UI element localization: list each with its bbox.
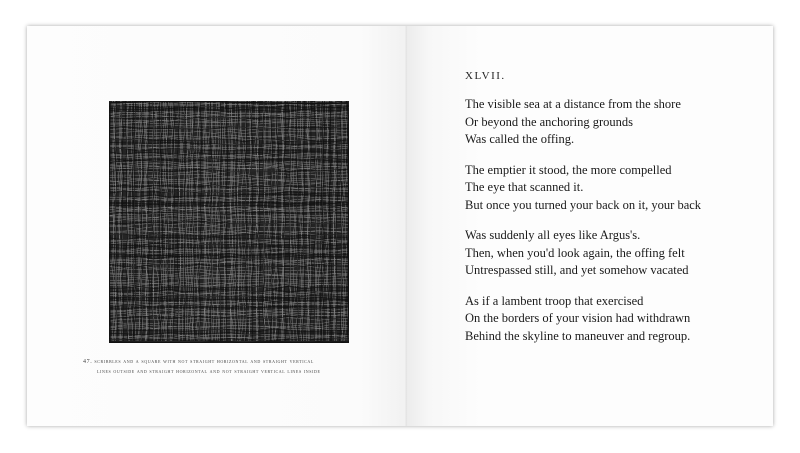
poem-line: Then, when you'd look again, the offing felt xyxy=(465,245,685,260)
figure-caption xyxy=(83,357,403,377)
poem-line: The visible sea at a distance from the shore xyxy=(465,97,681,111)
stanza-4 xyxy=(465,293,765,346)
poem xyxy=(465,70,765,358)
poem-line: But once you turned your back on it, your back xyxy=(465,197,702,212)
left-page xyxy=(27,26,407,426)
poem-line: Behind the skyline to maneuver and regroup. xyxy=(465,328,691,343)
poem-line: Or beyond the anchoring grounds xyxy=(465,114,634,129)
caption-line-2: lines outside and straight horizontal and not straight vertical lines inside xyxy=(97,369,321,375)
poem-line: Was called the offing. xyxy=(465,132,575,146)
scribble-square-artwork xyxy=(109,101,349,343)
poem-line: The emptier it stood, the more compelled xyxy=(465,162,672,177)
poem-line: On the borders of your vision had withdrawn xyxy=(465,311,691,325)
poem-line: Untrespassed still, and yet somehow vacated xyxy=(465,263,689,277)
poem-line: The eye that scanned it. xyxy=(465,180,584,194)
poem-line: As if a lambent troop that exercised xyxy=(465,293,644,308)
stanza-2 xyxy=(465,162,765,215)
stanza-3 xyxy=(465,227,765,280)
poem-line: Was suddenly all eyes like Argus's. xyxy=(465,228,641,242)
stanza-1 xyxy=(465,96,765,149)
poem-number: XLVII. xyxy=(465,70,506,82)
caption-line-1: 47. scribbles and a square with not straight horizontal and straight vertical xyxy=(83,359,314,365)
book-spread xyxy=(27,26,773,426)
